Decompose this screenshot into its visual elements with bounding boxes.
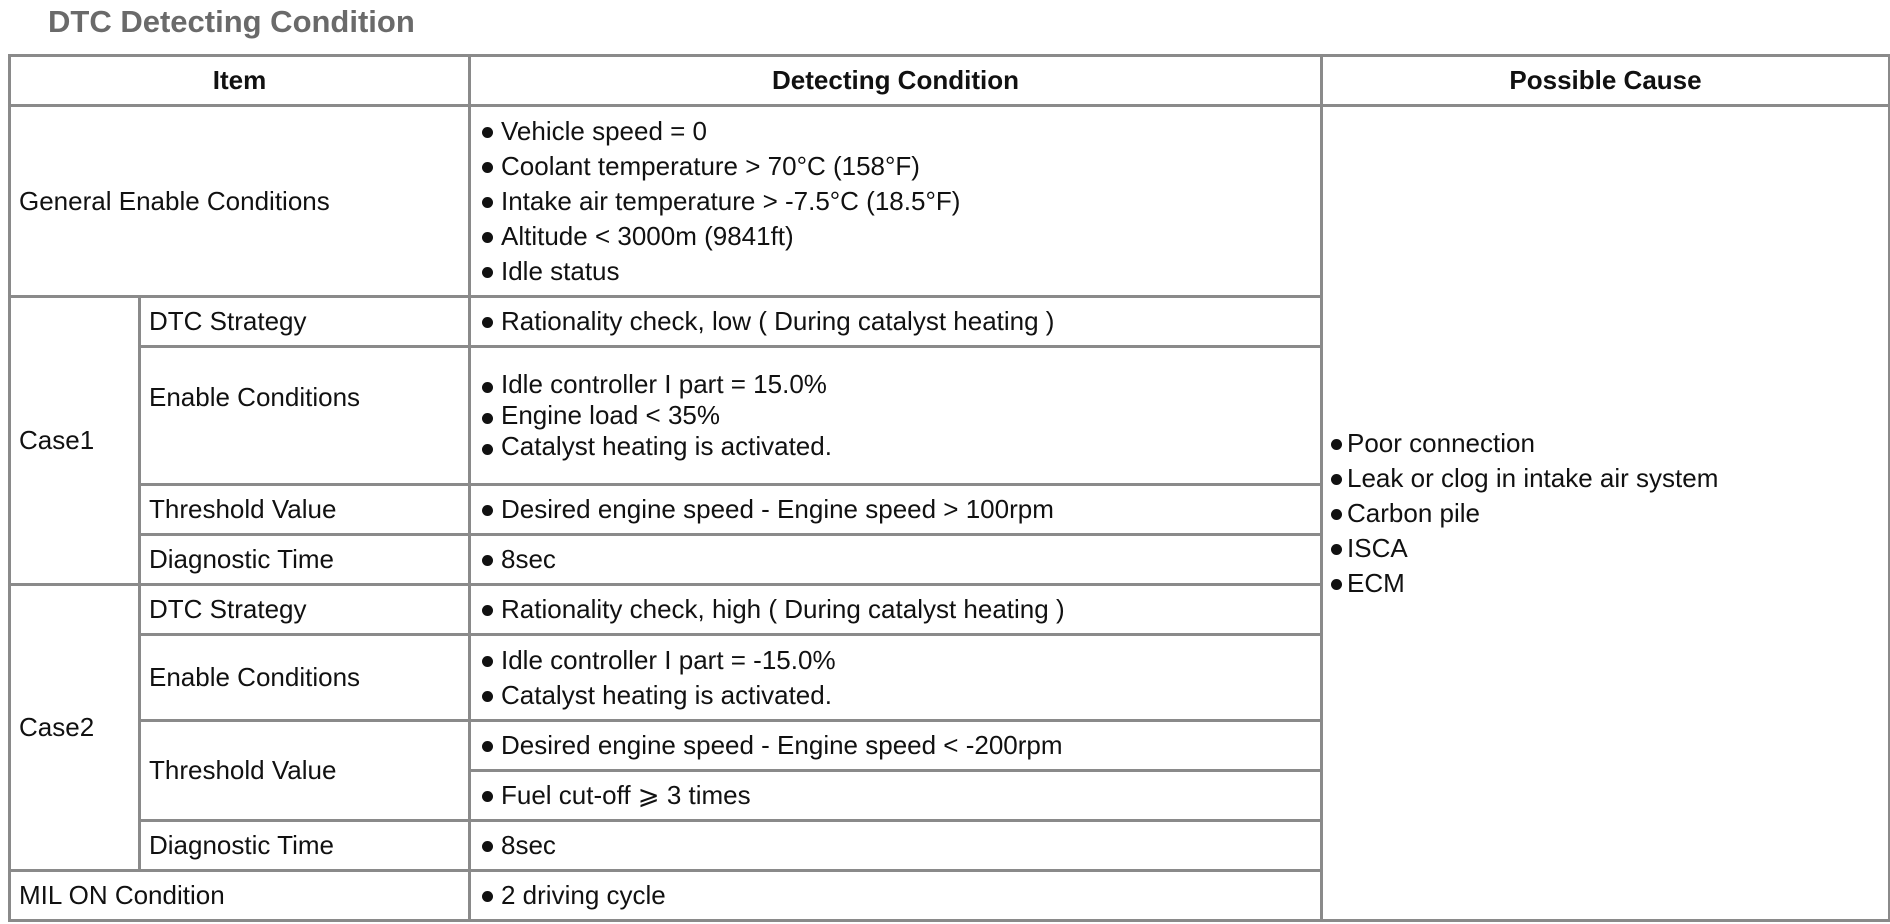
case1-time-list: [479, 542, 1312, 577]
case1-time-label: Diagnostic Time: [140, 535, 470, 585]
list-item: Desired engine speed - Engine speed > 100rpm: [479, 492, 1312, 527]
general-enable-label: General Enable Conditions: [10, 106, 470, 297]
case1-enable-label: Enable Conditions: [140, 347, 470, 485]
case2-enable-conditions: [470, 635, 1322, 721]
case2-time-label: Diagnostic Time: [140, 821, 470, 871]
case2-enable-list: [479, 643, 1312, 713]
header-detecting-condition: Detecting Condition: [470, 56, 1322, 106]
mil-on-label: MIL ON Condition: [10, 871, 470, 921]
list-item: 2 driving cycle: [479, 878, 1312, 913]
list-item: Fuel cut-off ⩾ 3 times: [479, 778, 1312, 813]
list-item: Coolant temperature > 70°C (158°F): [479, 149, 1312, 184]
list-item: Vehicle speed = 0: [479, 114, 1312, 149]
case2-threshold-list: [479, 728, 1312, 763]
case2-dtc-strategy: [470, 585, 1322, 635]
dtc-table: [8, 54, 1890, 922]
list-item: Leak or clog in intake air system: [1331, 461, 1880, 496]
list-item: Carbon pile: [1331, 496, 1880, 531]
general-condition-list: [479, 114, 1312, 289]
mil-on-list: [479, 878, 1312, 913]
case1-diagnostic-time: [470, 535, 1322, 585]
case1-enable-list: [479, 369, 1312, 462]
list-item: Rationality check, high ( During catalyst heating ): [479, 592, 1312, 627]
list-item: 8sec: [479, 828, 1312, 863]
list-item: Idle controller I part = 15.0%: [479, 369, 1312, 400]
list-item: Rationality check, low ( During catalyst heating ): [479, 304, 1312, 339]
mil-on-condition: [470, 871, 1322, 921]
list-item: Catalyst heating is activated.: [479, 678, 1312, 713]
case1-enable-conditions: [470, 347, 1322, 485]
general-enable-conditions: [470, 106, 1322, 297]
case1-dtc-strategy: [470, 297, 1322, 347]
case1-threshold-label: Threshold Value: [140, 485, 470, 535]
list-item: ISCA: [1331, 531, 1880, 566]
case2-threshold-label: Threshold Value: [140, 721, 470, 821]
list-item: Poor connection: [1331, 426, 1880, 461]
table-row: [10, 106, 1890, 297]
list-item: ECM: [1331, 566, 1880, 601]
header-possible-cause: Possible Cause: [1322, 56, 1890, 106]
case1-dtc-strategy-list: [479, 304, 1312, 339]
case1-label: Case1: [10, 297, 140, 585]
case1-threshold-value: [470, 485, 1322, 535]
list-item: Altitude < 3000m (9841ft): [479, 219, 1312, 254]
possible-cause-list: [1331, 426, 1880, 601]
possible-cause-cell: [1322, 106, 1890, 921]
case1-dtc-strategy-label: DTC Strategy: [140, 297, 470, 347]
case2-threshold-value-2: [470, 771, 1322, 821]
list-item: Idle status: [479, 254, 1312, 289]
list-item: Catalyst heating is activated.: [479, 431, 1312, 462]
list-item: 8sec: [479, 542, 1312, 577]
case2-dtc-strategy-list: [479, 592, 1312, 627]
header-item: Item: [10, 56, 470, 106]
list-item: Intake air temperature > -7.5°C (18.5°F): [479, 184, 1312, 219]
list-item: Engine load < 35%: [479, 400, 1312, 431]
case2-threshold-list-2: [479, 778, 1312, 813]
case2-diagnostic-time: [470, 821, 1322, 871]
list-item: Idle controller I part = -15.0%: [479, 643, 1312, 678]
case1-threshold-list: [479, 492, 1312, 527]
page-title: DTC Detecting Condition: [48, 4, 415, 39]
case2-enable-label: Enable Conditions: [140, 635, 470, 721]
list-item: Desired engine speed - Engine speed < -200rpm: [479, 728, 1312, 763]
case2-dtc-strategy-label: DTC Strategy: [140, 585, 470, 635]
header-row: [10, 56, 1890, 106]
case2-threshold-value: [470, 721, 1322, 771]
case2-time-list: [479, 828, 1312, 863]
case2-label: Case2: [10, 585, 140, 871]
